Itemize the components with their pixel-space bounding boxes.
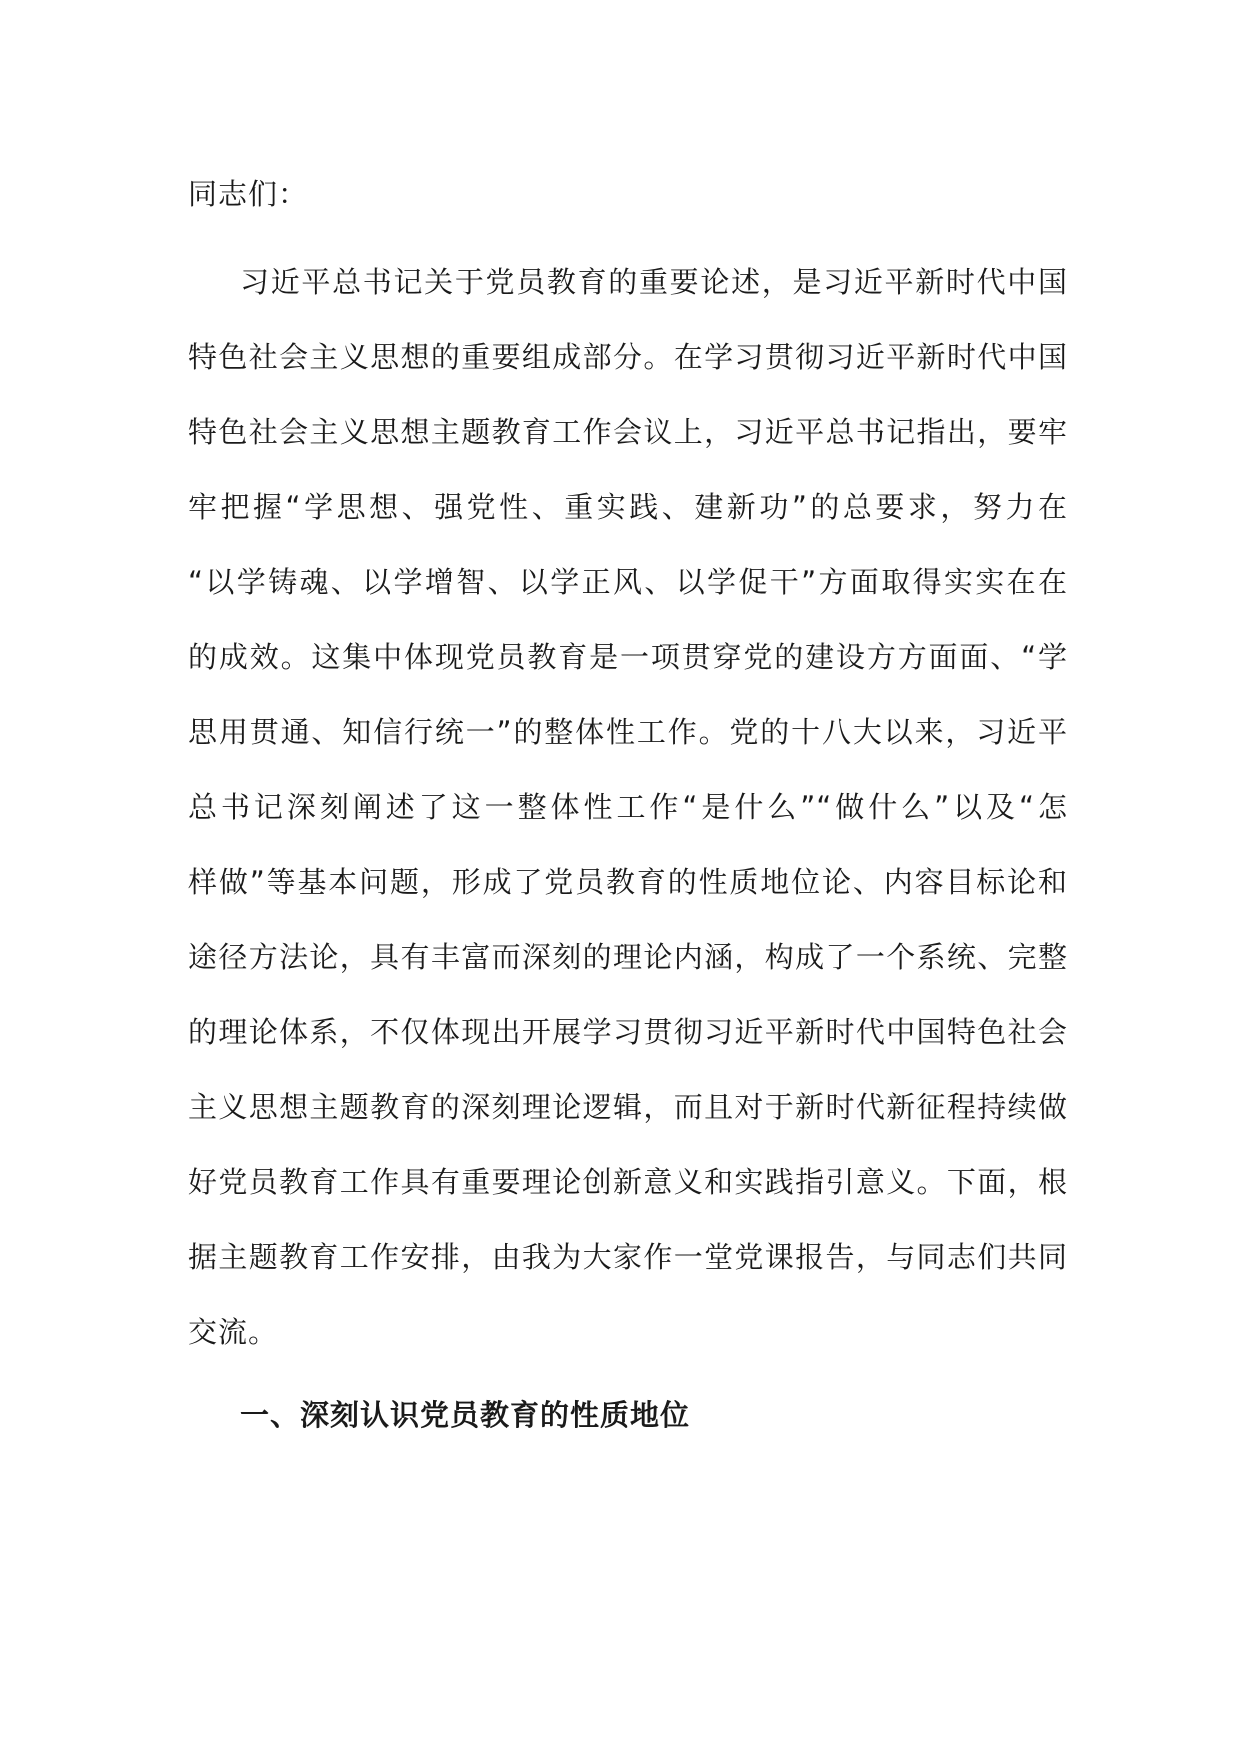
paragraph-line: “以学铸魂、以学增智、以学正风、以学促干”方面取得实实在在 (188, 565, 1068, 599)
paragraph-line: 据主题教育工作安排，由我为大家作一堂党课报告，与同志们共同 (188, 1240, 1068, 1274)
paragraph-line: 总书记深刻阐述了这一整体性工作“是什么”“做什么”以及“怎 (188, 790, 1068, 824)
salutation: 同志们： (188, 177, 309, 211)
paragraph-line-last: 交流。 (188, 1315, 279, 1349)
paragraph-line: 的成效。这集中体现党员教育是一项贯穿党的建设方方面面、“学 (188, 640, 1068, 674)
paragraph-line: 特色社会主义思想的重要组成部分。在学习贯彻习近平新时代中国 (188, 340, 1068, 374)
paragraph-line: 习近平总书记关于党员教育的重要论述，是习近平新时代中国 (240, 265, 1068, 299)
section-heading: 一、深刻认识党员教育的性质地位 (240, 1398, 691, 1432)
paragraph-line: 思用贯通、知信行统一”的整体性工作。党的十八大以来，习近平 (188, 715, 1068, 749)
paragraph-line: 途径方法论，具有丰富而深刻的理论内涵，构成了一个系统、完整 (188, 940, 1068, 974)
paragraph-line: 样做”等基本问题，形成了党员教育的性质地位论、内容目标论和 (188, 865, 1068, 899)
paragraph-line: 特色社会主义思想主题教育工作会议上，习近平总书记指出，要牢 (188, 415, 1068, 449)
paragraph-line: 好党员教育工作具有重要理论创新意义和实践指引意义。下面，根 (188, 1165, 1068, 1199)
paragraph-line: 主义思想主题教育的深刻理论逻辑，而且对于新时代新征程持续做 (188, 1090, 1068, 1124)
body-paragraph (188, 262, 1068, 1387)
paragraph-line: 的理论体系，不仅体现出开展学习贯彻习近平新时代中国特色社会 (188, 1015, 1068, 1049)
paragraph-line: 牢把握“学思想、强党性、重实践、建新功”的总要求，努力在 (188, 490, 1068, 524)
